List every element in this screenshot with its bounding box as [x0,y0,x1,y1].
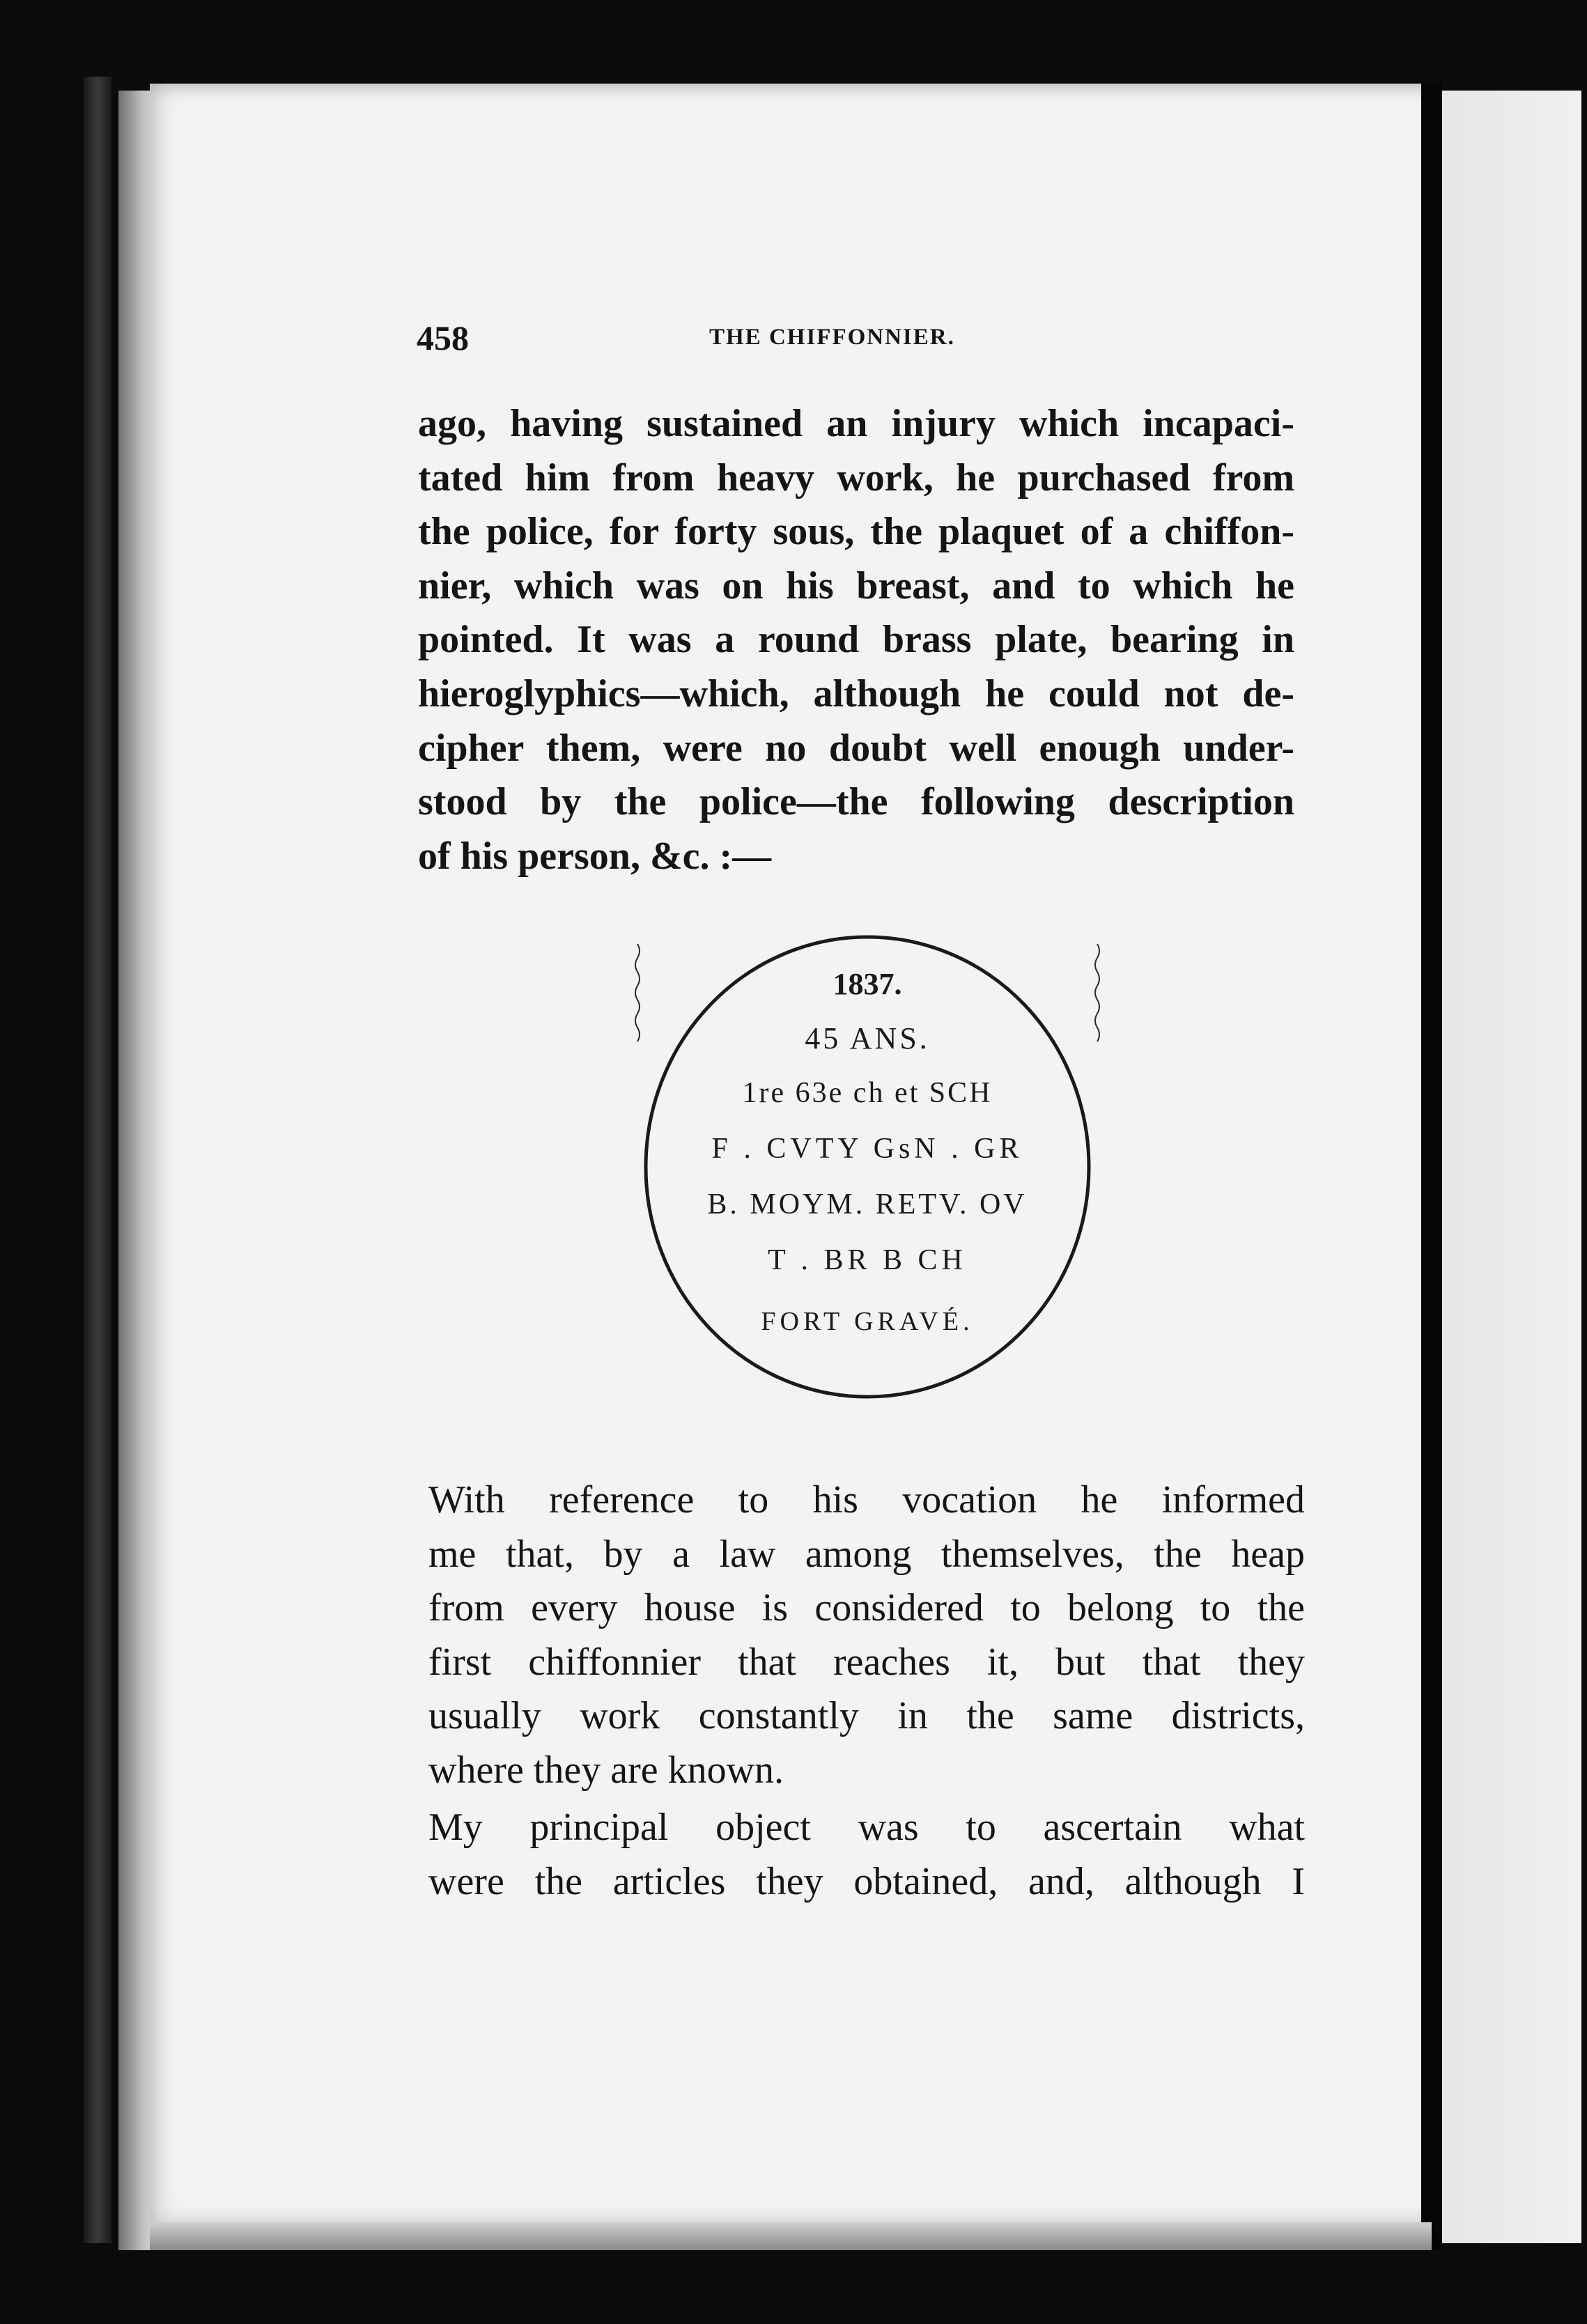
text-line: were the articles they obtained, and, although I [428,1859,1305,1903]
plaque-illustration [630,930,1104,1404]
paragraph-vocation [428,1473,1305,1798]
text-line: usually work constantly in the same districts, [428,1694,1305,1738]
text-line: With reference to his vocation he informed [428,1478,1305,1521]
text-line: first chiffonnier that reaches it, but that they [428,1640,1305,1684]
book-gutter [1421,84,1442,2250]
text-line: My principal object was to ascertain what [428,1806,1305,1849]
running-head [417,312,1291,361]
plaque-line-5: B. MOYM. RETV. OV [707,1188,1028,1221]
text-line: me that, by a law among themselves, the heap [428,1532,1305,1576]
text-line: ago, having sustained an injury which incapaci- [418,402,1294,445]
plaque-line-3: 1re 63e ch et SCH [742,1077,993,1109]
text-line: stood by the police—the following description [418,780,1294,824]
book-binding-left [84,77,111,2243]
text-line: where they are known. [428,1748,784,1792]
text-line: the police, for forty sous, the plaquet of a chiffon- [418,510,1294,554]
text-line: hieroglyphics—which, although he could not de- [418,672,1294,715]
plaque-line-6: T . BR B CH [768,1244,967,1276]
facing-page-edge [1442,91,1581,2243]
text-line: of his person, &c. :— [418,834,772,878]
running-head-title: THE CHIFFONNIER. [709,325,955,350]
page-number: 458 [417,318,469,357]
text-line: pointed. It was a round brass plate, bearing in [418,618,1294,662]
plaque-year: 1837. [833,967,902,1001]
text-line: tated him from heavy work, he purchased from [418,456,1294,499]
page-edge-bottom [150,2222,1432,2250]
plaque-line-7: FORT GRAVÉ. [761,1307,974,1336]
plaque-line-4: F . CVTY GsN . GR [711,1133,1023,1165]
plaque-age: 45 ANS. [805,1021,930,1055]
paragraph-top [418,397,1294,883]
paragraph-object [428,1801,1305,1909]
text-line: from every house is considered to belong to the [428,1586,1305,1630]
text-line: cipher them, were no doubt well enough under- [418,726,1294,770]
text-line: nier, which was on his breast, and to which he [418,564,1294,607]
